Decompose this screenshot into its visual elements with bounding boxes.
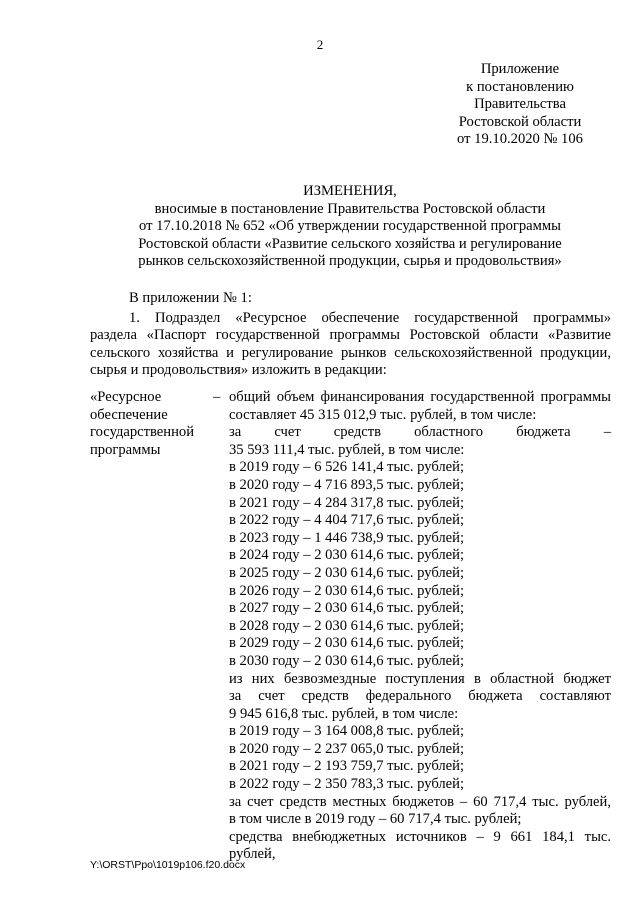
resource-line: в 2019 году – 3 164 008,8 тыс. рублей;	[229, 723, 465, 740]
resource-line: в 2020 году – 2 237 065,0 тыс. рублей;	[229, 740, 465, 757]
resource-line: в 2025 году – 2 030 614,6 тыс. рублей;	[229, 564, 465, 581]
appendix-line: от 19.10.2020 № 106	[457, 131, 583, 148]
document-title-block	[90, 183, 610, 271]
resource-line: в 2026 году – 2 030 614,6 тыс. рублей;	[229, 582, 465, 599]
resource-line: 9 945 616,8 тыс. рублей, в том числе:	[229, 705, 459, 722]
resource-line: в 2019 году – 6 526 141,4 тыс. рублей;	[229, 459, 465, 476]
resource-line: в 2022 году – 4 404 717,6 тыс. рублей;	[229, 512, 465, 529]
resource-line: в 2021 году – 4 284 317,8 тыс. рублей;	[229, 494, 465, 511]
appendix-line: к постановлению	[466, 78, 574, 95]
resource-line: в том числе в 2019 году – 60 717,4 тыс. рублей;	[229, 811, 522, 828]
appendix-line: Приложение	[480, 61, 560, 77]
appendix-header	[440, 61, 600, 149]
subtitle-line: рынков сельскохозяйственной продукции, сырья и продовольствия»	[138, 253, 562, 270]
appendix-line: Правительства	[474, 96, 566, 113]
resource-line: в 2022 году – 2 350 783,3 тыс. рублей;	[229, 776, 465, 793]
resource-line: 35 593 111,4 тыс. рублей, в том числе:	[229, 441, 465, 458]
resource-line: за счет средств областного бюджета –	[229, 424, 611, 441]
resource-line: в 2023 году – 1 446 738,9 тыс. рублей;	[229, 529, 465, 546]
resource-label-line: «Ресурсное	[90, 389, 162, 405]
appendix-line: Ростовской области	[458, 113, 582, 130]
intro-paragraph-line: сырья и продовольствия» изложить в редакции:	[90, 362, 387, 379]
file-path-footer: Y:\ORST\Ppo\1019p106.f20.docx	[90, 859, 246, 871]
intro-paragraph-line: раздела «Паспорт государственной программы Ростовской области «Развитие	[90, 327, 611, 344]
page-number: 2	[316, 37, 324, 52]
resource-line: в 2020 году – 4 716 893,5 тыс. рублей;	[229, 476, 465, 493]
resource-line: в 2027 году – 2 030 614,6 тыс. рублей;	[229, 600, 465, 617]
intro-heading: В приложении № 1:	[129, 290, 252, 306]
intro-paragraph-line: 1. Подраздел «Ресурсное обеспечение государственной программы»	[129, 309, 611, 326]
document-title: ИЗМЕНЕНИЯ,	[303, 183, 397, 199]
subtitle-line: от 17.10.2018 № 652 «Об утверждении государственной программы	[139, 218, 561, 235]
resource-line: средства внебюджетных источников – 9 661 184,1 тыс. рублей,	[229, 828, 611, 863]
resource-line: общий объем финансирования государственной программы	[229, 389, 611, 405]
resource-line: за счет средств местных бюджетов – 60 717,4 тыс. рублей,	[229, 793, 611, 810]
resource-label-line: государственной	[90, 424, 195, 441]
resource-line: в 2030 году – 2 030 614,6 тыс. рублей;	[229, 652, 465, 669]
resource-label	[90, 389, 210, 459]
resource-line: из них безвозмездные поступления в областной бюджет	[229, 670, 611, 687]
resource-label-line: обеспечение	[90, 406, 168, 423]
resource-line: в 2021 году – 2 193 759,7 тыс. рублей;	[229, 758, 465, 775]
resource-details	[229, 389, 611, 863]
resource-line: в 2029 году – 2 030 614,6 тыс. рублей;	[229, 635, 465, 652]
resource-line: составляет 45 315 012,9 тыс. рублей, в том числе:	[229, 406, 537, 423]
resource-label-line: программы	[90, 441, 161, 458]
subtitle-line: вносимые в постановление Правительства Ростовской области	[154, 200, 546, 217]
intro-paragraph-line: сельского хозяйства и регулирование рынков сельскохозяйственной продукции,	[90, 344, 611, 361]
intro-section	[90, 290, 611, 380]
resource-line: в 2028 году – 2 030 614,6 тыс. рублей;	[229, 617, 465, 634]
resource-line: в 2024 году – 2 030 614,6 тыс. рублей;	[229, 547, 465, 564]
resource-line: за счет средств федерального бюджета составляют	[229, 688, 611, 705]
subtitle-line: Ростовской области «Развитие сельского хозяйства и регулирование	[138, 235, 562, 252]
resource-dash: –	[213, 389, 221, 405]
